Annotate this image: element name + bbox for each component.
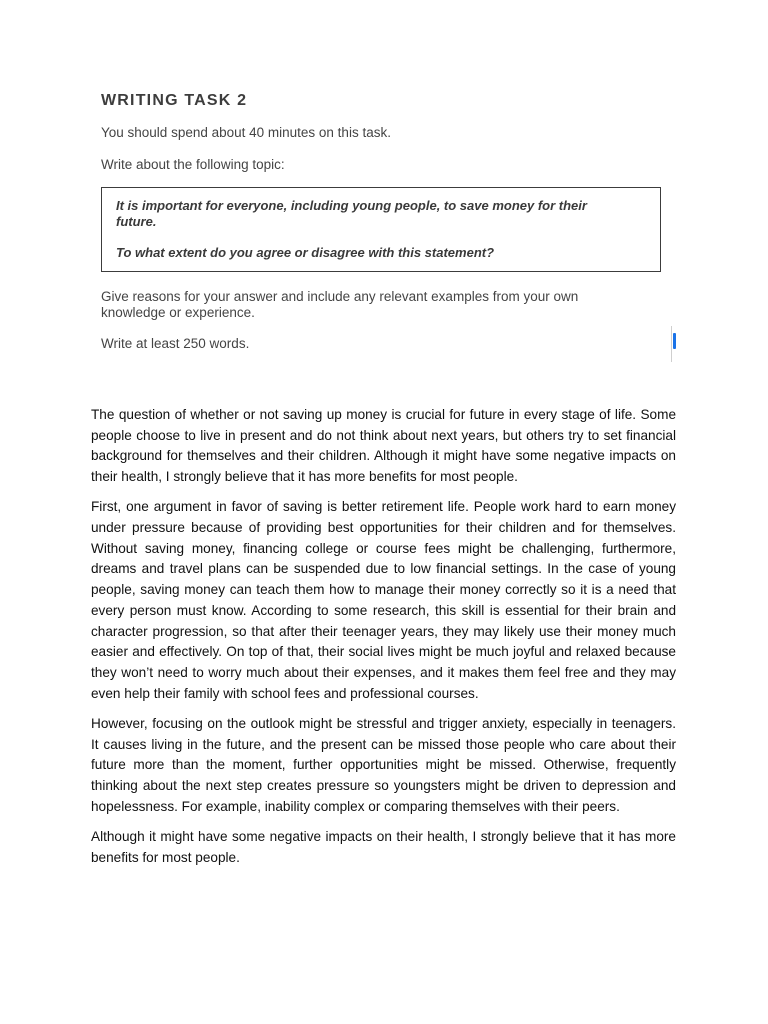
topic-statement: It is important for everyone, including young people, to save money for their future. [116,198,587,229]
answer-guidance: Give reasons for your answer and include any relevant examples from your own knowledge or experience. [101,289,579,320]
essay-paragraph-body-2: However, focusing on the outlook might be stressful and trigger anxiety, especially in teenagers. It causes living in the future, and the present can be missed those people who care about their future more than the moment, further opportunities might be missed. Otherwise, frequently thinking about the next step creates pressure so youngsters might be driven to depression and hopelessness. For example, inability complex or comparing themselves with their peers. [91,715,676,814]
essay-paragraph-conclusion: Although it might have some negative impacts on their health, I strongly believe that it has more benefits for most people. [91,828,676,865]
essay-body [91,405,676,878]
scrollbar-thumb [673,333,676,349]
topic-intro: Write about the following topic: [101,157,285,172]
essay-paragraph-body-1: First, one argument in favor of saving is better retirement life. People work hard to earn money under pressure because of providing best opportunities for their children and for themselves. Without saving money, financing college or course fees might be challenging, furthermore, dreams and travel plans can be suspended due to low financial settings. In the case of young people, saving money can teach them how to manage their money correctly so it is a need that every person must know. According to some research, this skill is essential for their brain and character progression, so that after their teenager years, they may likely use their money much easier and effectively. On top of that, their social lives might be much joyful and relaxed because they won’t need to worry much about their expenses, and it makes them feel free and they may even help their family with school fees and professional courses. [91,499,676,701]
task-heading: WRITING TASK 2 [101,92,248,109]
task-prompt-image [96,84,676,369]
scrollbar-track-edge [671,326,672,362]
topic-box [101,187,661,272]
scrollbar-fragment [669,326,677,362]
essay-paragraph-introduction: The question of whether or not saving up money is crucial for future in every stage of life. Some people choose to live in present and do not think about next years, but others try to set financial background for themselves and their children. Although it might have some negative impacts on their health, I strongly believe that it has more benefits for most people. [91,407,676,485]
word-count-requirement: Write at least 250 words. [101,336,250,351]
topic-question: To what extent do you agree or disagree with this statement? [116,245,495,260]
time-instruction: You should spend about 40 minutes on this task. [101,125,391,140]
